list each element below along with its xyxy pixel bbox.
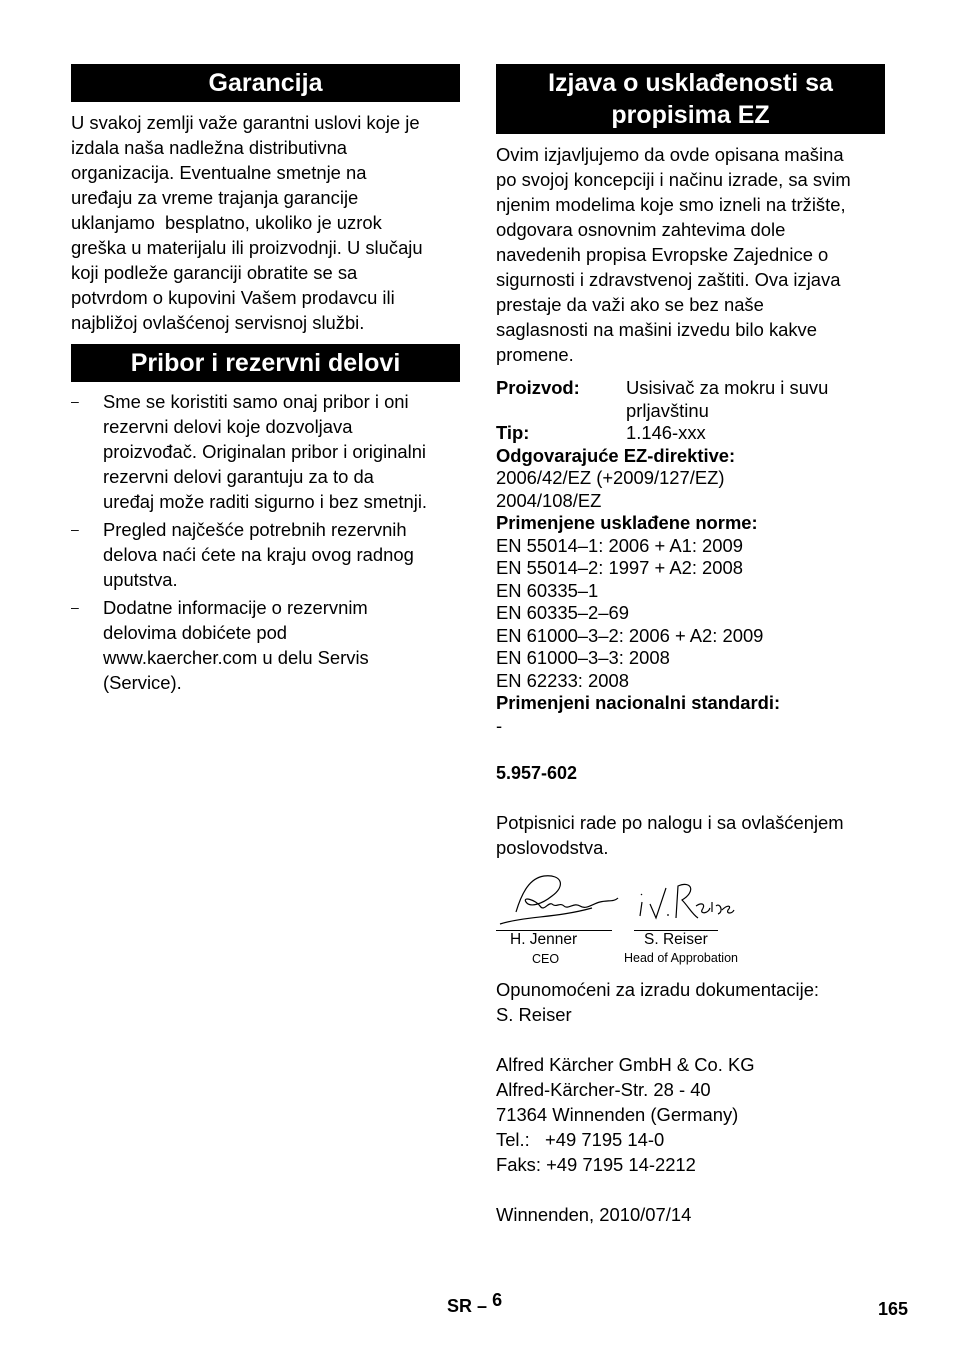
address-line: Faks: +49 7195 14-2212 xyxy=(496,1154,696,1175)
signature-reiser-icon xyxy=(636,876,736,926)
product-value-line: Usisivač za mokru i suvu xyxy=(626,377,829,398)
signature-jenner-icon xyxy=(496,872,626,932)
norm-item: EN 60335–1 xyxy=(496,579,599,601)
text-line: Potpisnici rade po nalogu i sa ovlašćenjem xyxy=(496,812,844,833)
list-item xyxy=(71,517,460,592)
list-item xyxy=(71,595,460,695)
text-line: Pregled najčešće potrebnih rezervnih xyxy=(103,519,407,540)
accessories-list xyxy=(71,389,460,695)
bullet-dash: – xyxy=(71,393,79,409)
place-date: Winnenden, 2010/07/14 xyxy=(496,1204,692,1225)
text-line: izdala naša nadležna distributivna xyxy=(71,137,348,158)
text-line: prestaje da važi ako se bez naše xyxy=(496,294,764,315)
norm-item: EN 61000–3–2: 2006 + A2: 2009 xyxy=(496,624,764,646)
norm-item: EN 62233: 2008 xyxy=(496,669,629,691)
text-line: rezervni delovi koje dozvoljava xyxy=(103,416,353,437)
type-label: Tip: xyxy=(496,422,530,443)
documentation-label: Opunomoćeni za izradu dokumentacije: xyxy=(496,979,820,1000)
text-line: njenim modelima koje smo izneli na tržište, xyxy=(496,194,846,215)
text-line: po svojoj koncepciji i načinu izrade, sa svim xyxy=(496,169,851,190)
product-value xyxy=(626,377,828,422)
footer-section xyxy=(447,1290,503,1317)
type-value: 1.146-xxx xyxy=(626,422,706,443)
accessories-heading: Pribor i rezervni delovi xyxy=(71,344,460,382)
text-line: Ovim izjavljujemo da ovde opisana mašina xyxy=(496,144,844,165)
norm-item: EN 61000–3–3: 2008 xyxy=(496,647,670,668)
text-line: (Service). xyxy=(103,672,182,693)
signer-name: H. Jenner xyxy=(510,931,578,948)
text-line: Dodatne informacije o rezervnim xyxy=(103,597,368,618)
address-line: Alfred-Kärcher-Str. 28 - 40 xyxy=(496,1079,711,1100)
footer-section-page: 6 xyxy=(492,1290,503,1310)
footer-dash: – xyxy=(477,1296,488,1316)
bullet-dash: – xyxy=(71,521,79,537)
product-value-line: prljavštinu xyxy=(626,399,709,421)
declaration-intro xyxy=(496,142,885,367)
product-label: Proizvod: xyxy=(496,377,580,398)
signer-role: CEO xyxy=(532,952,560,966)
text-line: U svakoj zemlji važe garantni uslovi koje je xyxy=(71,112,420,133)
footer-language: SR xyxy=(447,1296,473,1316)
heading-line: Izjava o usklađenosti sa xyxy=(548,69,833,97)
list-item xyxy=(71,389,460,514)
directives-label: Odgovarajuće EZ-direktive: xyxy=(496,444,736,466)
directive-item: 2006/42/EZ (+2009/127/EZ) xyxy=(496,467,725,488)
text-line: greška u materijalu ili proizvodnji. U slučaju xyxy=(71,237,423,258)
address-line: Tel.: +49 7195 14-0 xyxy=(496,1129,665,1150)
national-standards-value: - xyxy=(496,714,503,736)
text-line: potvrdom o kupovini Vašem prodavcu ili xyxy=(71,287,395,308)
guarantee-text xyxy=(71,110,460,335)
left-column xyxy=(71,64,460,698)
text-line: delova naći ćete na kraju ovog radnog xyxy=(103,544,414,565)
text-line: najbližoj ovlašćenoj servisnoj službi. xyxy=(71,312,365,333)
text-line: uklanjamo besplatno, ukoliko je uzrok xyxy=(71,212,382,233)
document-number: 5.957-602 xyxy=(496,763,578,783)
norms-label: Primenjene usklađene norme: xyxy=(496,512,758,533)
signatures xyxy=(496,868,885,966)
declaration-heading xyxy=(496,64,885,134)
text-line: odgovara osnovnim zahtevima dole xyxy=(496,219,786,240)
bullet-dash: – xyxy=(71,599,79,615)
norm-item: EN 55014–1: 2006 + A1: 2009 xyxy=(496,534,743,556)
technical-data xyxy=(496,377,885,737)
text-line: rezervni delovi garantuju za to da xyxy=(103,466,374,487)
text-line: poslovodstva. xyxy=(496,837,609,858)
signer-name: S. Reiser xyxy=(644,931,708,948)
text-line: proizvođač. Originalan pribor i originalni xyxy=(103,441,427,462)
product-row xyxy=(496,377,885,422)
text-line: koji podleže garanciji obratite se sa xyxy=(71,262,358,283)
text-line: uputstva. xyxy=(103,569,178,590)
text-line: organizacija. Eventualne smetnje na xyxy=(71,162,367,183)
right-column xyxy=(496,64,885,1227)
documentation-name: S. Reiser xyxy=(496,1004,572,1025)
text-line: promene. xyxy=(496,344,574,365)
signer-role: Head of Approbation xyxy=(624,951,738,965)
text-line: sigurnosti i zdravstvenoj zaštiti. Ova izjava xyxy=(496,269,841,290)
norm-item: EN 55014–2: 1997 + A2: 2008 xyxy=(496,557,743,578)
address-line: 71364 Winnenden (Germany) xyxy=(496,1104,739,1125)
directive-item: 2004/108/EZ xyxy=(496,489,602,511)
text-line: saglasnosti na mašini izvedu bilo kakve xyxy=(496,319,817,340)
signatories-text xyxy=(496,810,885,860)
text-line: www.kaercher.com u delu Servis xyxy=(103,647,369,668)
page-number: 165 xyxy=(878,1299,909,1319)
heading-line: propisima EZ xyxy=(611,101,770,129)
type-row xyxy=(496,422,885,445)
text-line: uređaj može raditi sigurno i bez smetnji. xyxy=(103,491,428,512)
national-standards-label: Primenjeni nacionalni standardi: xyxy=(496,692,781,713)
address-line: Alfred Kärcher GmbH & Co. KG xyxy=(496,1054,755,1075)
documentation-block xyxy=(496,977,885,1027)
text-line: navedenih propisa Evropske Zajednice o xyxy=(496,244,829,265)
text-line: delovima dobićete pod xyxy=(103,622,288,643)
text-line: uređaju za vreme trajanja garancije xyxy=(71,187,359,208)
norm-item: EN 60335–2–69 xyxy=(496,602,629,623)
text-line: Sme se koristiti samo onaj pribor i oni xyxy=(103,391,409,412)
guarantee-heading: Garancija xyxy=(71,64,460,102)
company-address xyxy=(496,1052,885,1177)
